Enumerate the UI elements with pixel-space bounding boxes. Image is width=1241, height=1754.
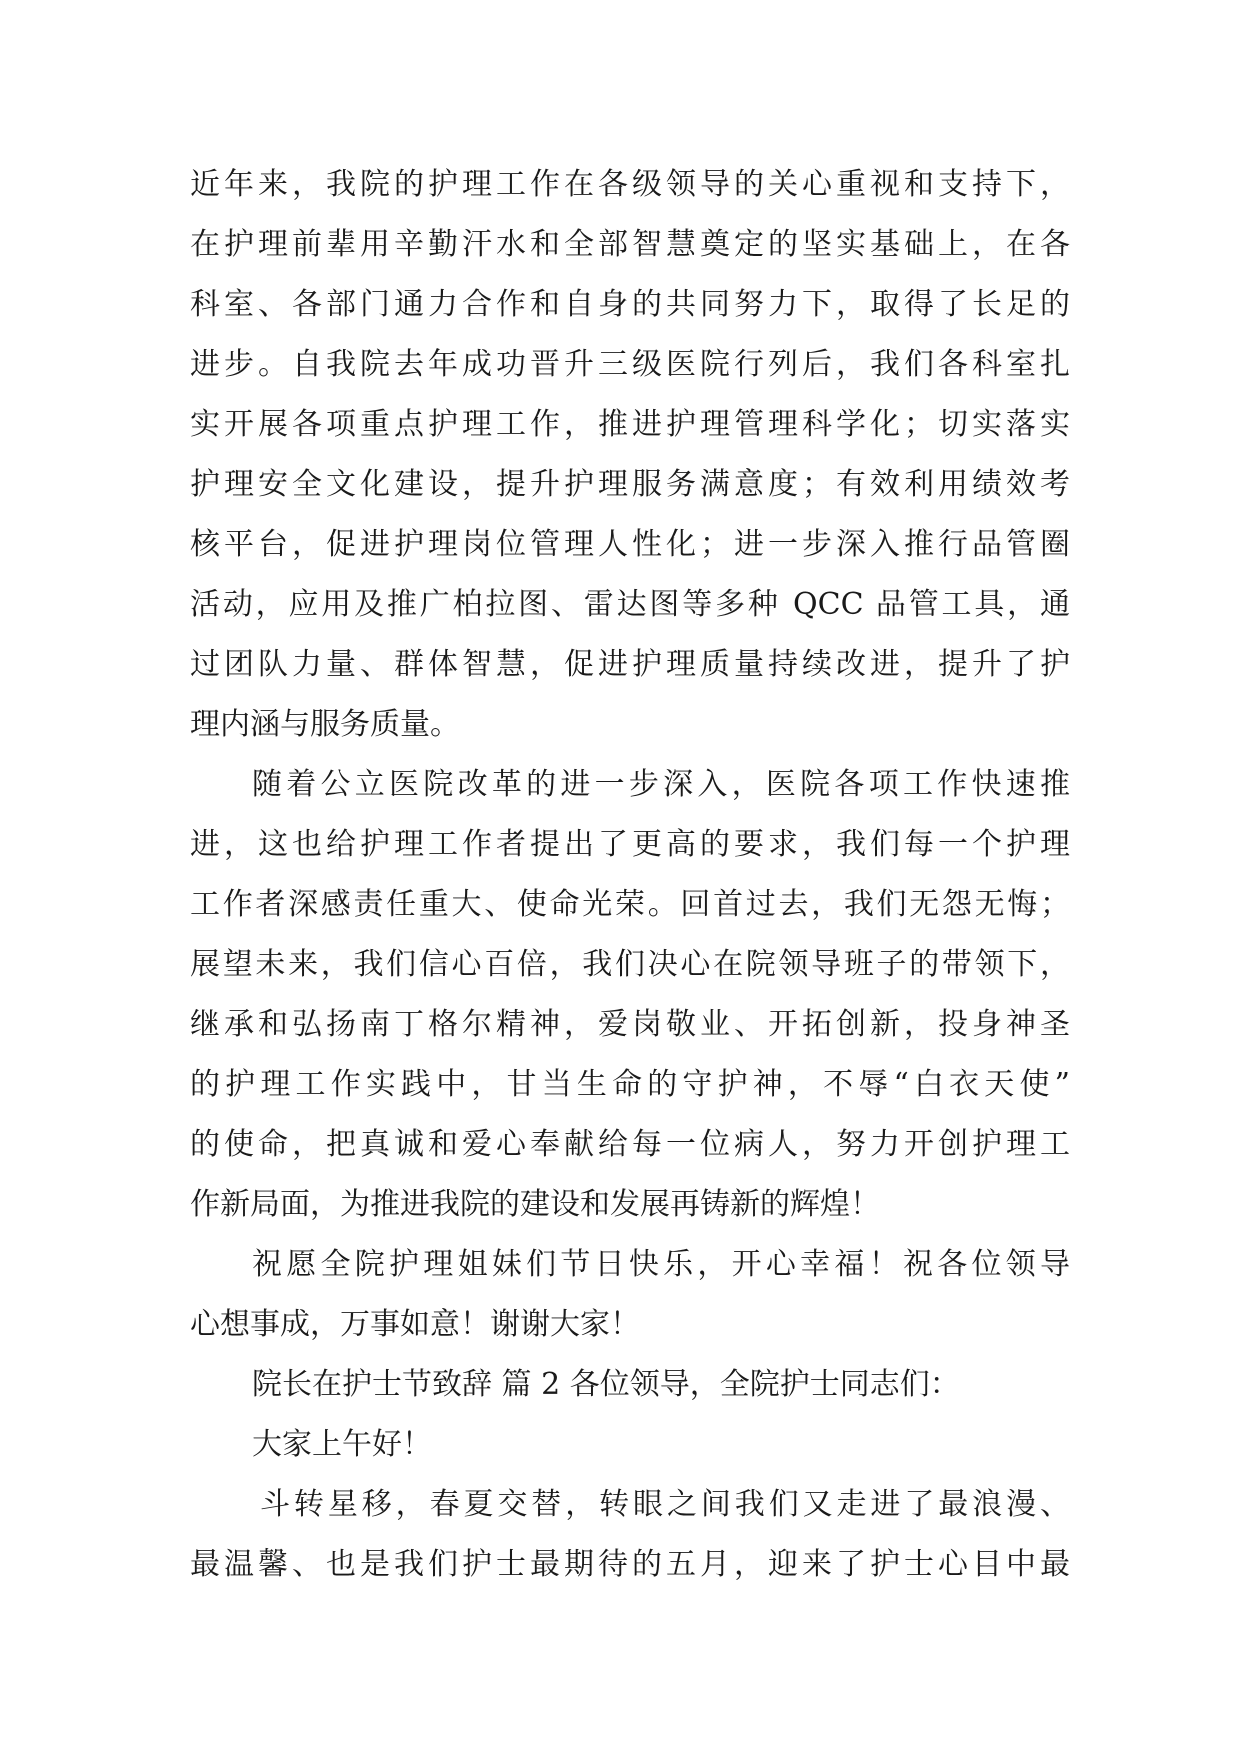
text-line: 的护理工作实践中，甘当生命的守护神，不辱“白衣天使”: [190, 1067, 1070, 1102]
text-line: 斗转星移，春夏交替，转眼之间我们又走进了最浪漫、: [260, 1487, 1070, 1522]
text-line: 随着公立医院改革的进一步深入，医院各项工作快速推: [252, 767, 1070, 802]
text-line: 活动，应用及推广柏拉图、雷达图等多种 QCC 品管工具，通: [190, 587, 1070, 622]
text-line: 继承和弘扬南丁格尔精神，爱岗敬业、开拓创新，投身神圣: [190, 1007, 1070, 1042]
text-line: 近年来，我院的护理工作在各级领导的关心重视和支持下，: [190, 167, 1070, 202]
text-line: 理内涵与服务质量。: [190, 707, 460, 742]
text-line: 实开展各项重点护理工作，推进护理管理科学化；切实落实: [190, 407, 1070, 442]
text-line: 进，这也给护理工作者提出了更高的要求，我们每一个护理: [190, 827, 1070, 862]
text-line: 展望未来，我们信心百倍，我们决心在院领导班子的带领下，: [190, 947, 1070, 982]
text-line: 核平台，促进护理岗位管理人性化；进一步深入推行品管圈: [190, 527, 1070, 562]
text-line: 祝愿全院护理姐妹们节日快乐，开心幸福！祝各位领导: [252, 1247, 1070, 1282]
document-body: [190, 155, 1070, 1595]
text-line: 科室、各部门通力合作和自身的共同努力下，取得了长足的: [190, 287, 1070, 322]
text-line: 在护理前辈用辛勤汗水和全部智慧奠定的坚实基础上，在各: [190, 227, 1070, 262]
text-line: 作新局面，为推进我院的建设和发展再铸新的辉煌！: [190, 1187, 880, 1222]
text-line: 心想事成，万事如意！谢谢大家！: [190, 1307, 640, 1342]
text-line: 工作者深感责任重大、使命光荣。回首过去，我们无怨无悔；: [190, 887, 1070, 922]
text-line: 院长在护士节致辞 篇 2 各位领导，全院护士同志们：: [252, 1367, 960, 1402]
text-line: 进步。自我院去年成功晋升三级医院行列后，我们各科室扎: [190, 347, 1070, 382]
text-line: 的使命，把真诚和爱心奉献给每一位病人，努力开创护理工: [190, 1127, 1070, 1162]
text-line: 过团队力量、群体智慧，促进护理质量持续改进，提升了护: [190, 647, 1070, 682]
text-line: 护理安全文化建设，提升护理服务满意度；有效利用绩效考: [190, 467, 1070, 502]
text-line: 大家上午好！: [252, 1427, 432, 1462]
text-line: 最温馨、也是我们护士最期待的五月，迎来了护士心目中最: [190, 1547, 1070, 1582]
